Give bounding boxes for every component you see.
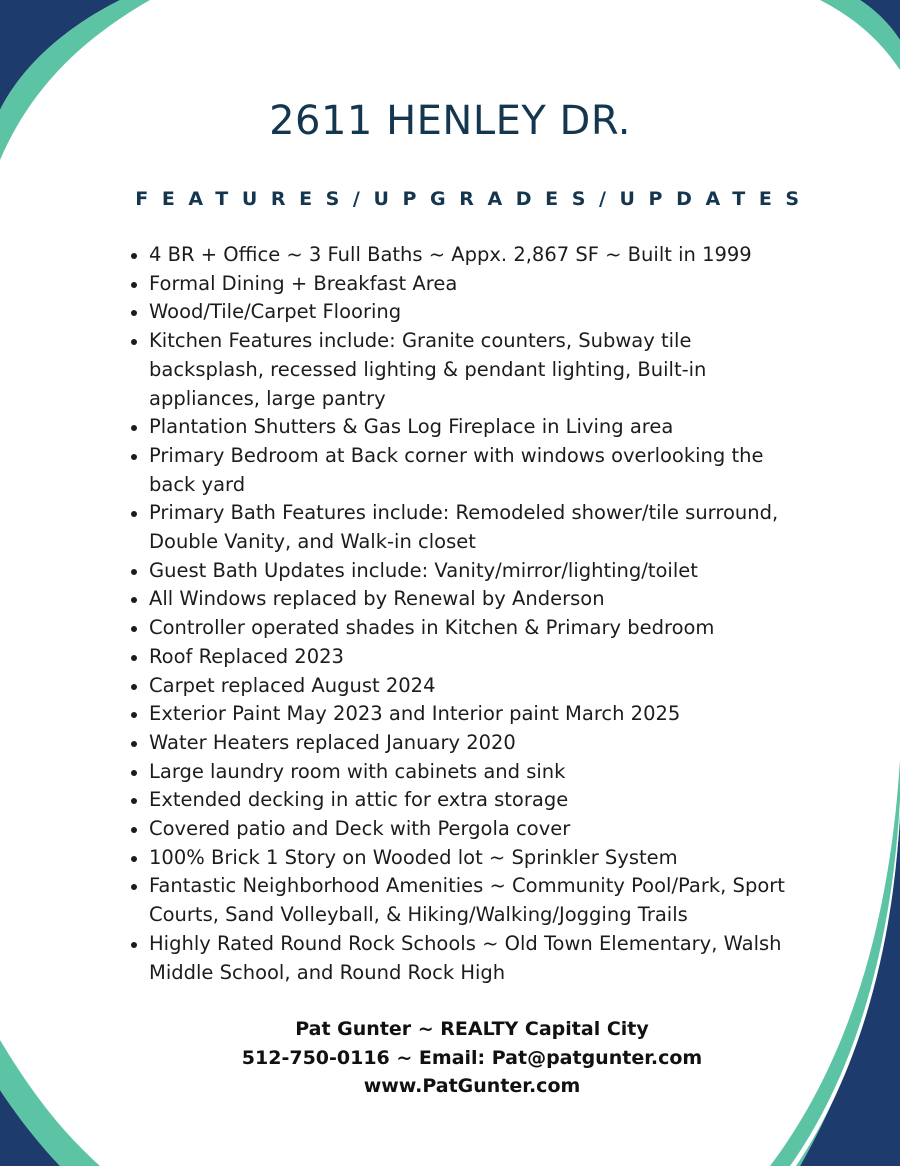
features-subtitle: FEATURES/UPGRADES/UPDATES [135,188,813,210]
feature-item: 100% Brick 1 Story on Wooded lot ~ Sprinkler System [149,844,849,873]
feature-item: Primary Bedroom at Back corner with windows overlooking the back yard [149,442,849,499]
feature-item: Roof Replaced 2023 [149,643,849,672]
agent-contact-block [0,1015,900,1101]
feature-item: Exterior Paint May 2023 and Interior paint March 2025 [149,700,849,729]
feature-item: Kitchen Features include: Granite counters, Subway tile backsplash, recessed lighting & pendant lighting, Built-in appliances, large pantry [149,327,849,413]
feature-item: Carpet replaced August 2024 [149,672,849,701]
property-address-title: 2611 HENLEY DR. [269,98,631,144]
feature-item: Fantastic Neighborhood Amenities ~ Community Pool/Park, Sport Courts, Sand Volleyball, & Hiking/Walking/Jogging Trails [149,872,849,929]
feature-item: Controller operated shades in Kitchen & Primary bedroom [149,614,849,643]
feature-item: All Windows replaced by Renewal by Anderson [149,585,849,614]
feature-item: Primary Bath Features include: Remodeled shower/tile surround, Double Vanity, and Walk-in closet [149,499,849,556]
feature-item: Wood/Tile/Carpet Flooring [149,298,849,327]
feature-item: Highly Rated Round Rock Schools ~ Old Town Elementary, Walsh Middle School, and Round Rock High [149,930,849,987]
agent-name-brokerage: Pat Gunter ~ REALTY Capital City [295,1018,649,1040]
agent-website: www.PatGunter.com [363,1075,581,1097]
features-list [149,241,849,987]
feature-item: Formal Dining + Breakfast Area [149,270,849,299]
agent-phone-email: 512-750-0116 ~ Email: Pat@patgunter.com [241,1046,703,1069]
feature-item: Large laundry room with cabinets and sink [149,758,849,787]
feature-item: Plantation Shutters & Gas Log Fireplace in Living area [149,413,849,442]
feature-item: Water Heaters replaced January 2020 [149,729,849,758]
feature-item: Guest Bath Updates include: Vanity/mirror/lighting/toilet [149,557,849,586]
feature-item: Covered patio and Deck with Pergola cover [149,815,849,844]
feature-item: Extended decking in attic for extra storage [149,786,849,815]
feature-item: 4 BR + Office ~ 3 Full Baths ~ Appx. 2,867 SF ~ Built in 1999 [149,241,849,270]
